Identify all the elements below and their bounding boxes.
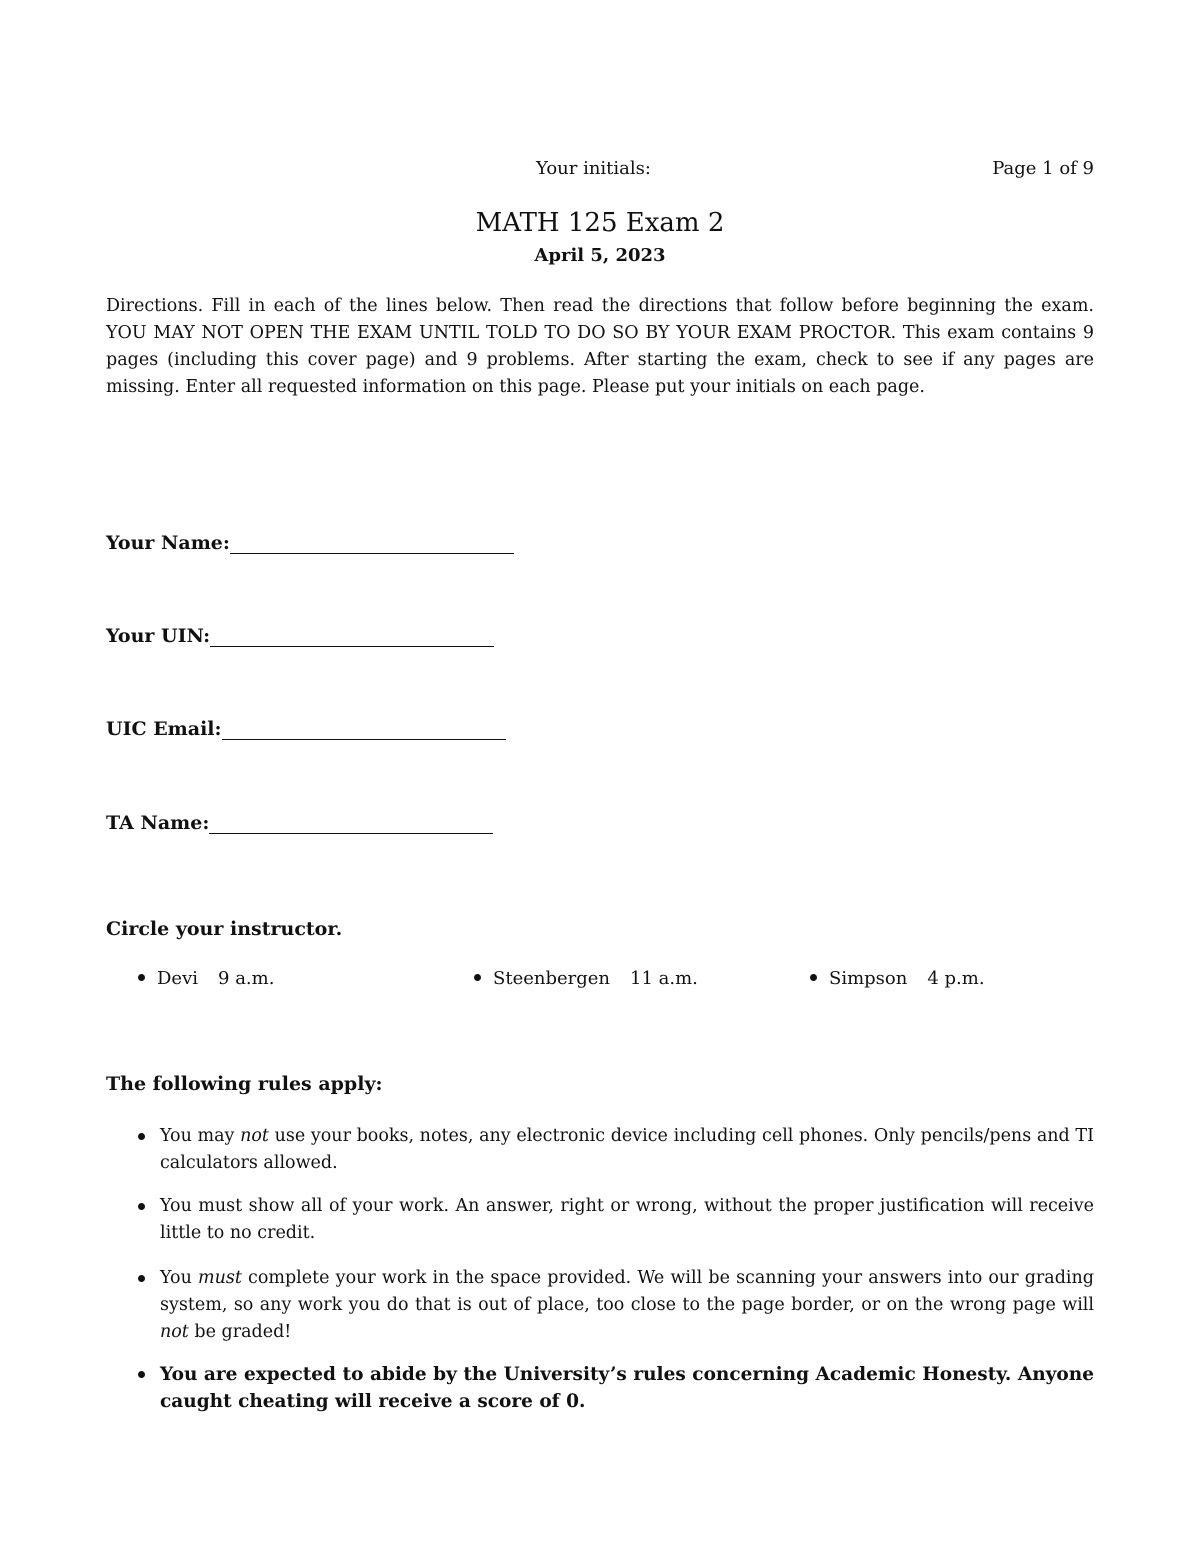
bullet-icon	[810, 974, 817, 981]
rule-text: use your books, notes, any electronic device including cell phones. Only pencils/pens and TI calculators allowed.	[160, 1126, 1094, 1173]
email-blank-line[interactable]	[222, 721, 506, 740]
rule-emphasis: must	[198, 1268, 242, 1288]
rule-text: You	[160, 1268, 198, 1288]
instructor-time: 4 p.m.	[927, 968, 985, 989]
email-label: UIC Email:	[106, 718, 222, 740]
bullet-icon	[138, 1133, 145, 1140]
instructor-time: 9 a.m.	[218, 968, 275, 989]
name-label: Your Name:	[106, 532, 230, 554]
instructor-name: Devi	[157, 968, 199, 989]
exam-title: MATH 125 Exam 2	[475, 208, 725, 238]
instructor-option-devi[interactable]	[138, 968, 274, 989]
uin-field[interactable]	[106, 625, 494, 647]
bullet-icon	[138, 974, 145, 981]
ta-blank-line[interactable]	[209, 815, 493, 834]
rules-heading: The following rules apply:	[106, 1073, 383, 1095]
rule-text: You must show all of your work. An answer, right or wrong, without the proper justification will receive little to no credit.	[160, 1196, 1094, 1243]
instructor-name: Steenbergen	[493, 968, 611, 989]
exam-date: April 5, 2023	[534, 245, 666, 266]
bullet-icon	[138, 1371, 145, 1378]
instructor-option-steenbergen[interactable]	[474, 968, 698, 989]
rule-emphasis: not	[240, 1126, 269, 1146]
email-field[interactable]	[106, 718, 506, 740]
instructor-prompt: Circle your instructor.	[106, 918, 343, 940]
rule-text: be graded!	[188, 1322, 292, 1342]
rule-text: complete your work in the space provided. We will be scanning your answers into our grading system, so any work you do that is out of place, too close to the page border, or on the wrong page will	[160, 1268, 1094, 1315]
name-blank-line[interactable]	[230, 535, 514, 554]
rule-item-academic-honesty	[160, 1361, 1094, 1415]
bullet-icon	[474, 974, 481, 981]
rule-item	[160, 1123, 1094, 1177]
uin-blank-line[interactable]	[210, 628, 494, 647]
initials-label: Your initials:	[536, 158, 651, 179]
rule-item	[160, 1193, 1094, 1247]
instructor-option-simpson[interactable]	[810, 968, 985, 989]
ta-field[interactable]	[106, 812, 493, 834]
uin-label: Your UIN:	[106, 625, 211, 647]
rule-item	[160, 1265, 1094, 1346]
rule-emphasis: not	[160, 1322, 189, 1342]
directions-paragraph: Directions. Fill in each of the lines below. Then read the directions that follow before beginning the exam. YOU MAY NOT OPEN THE EXAM UNTIL TOLD TO DO SO BY YOUR EXAM PROCTOR. This exam contains 9 pages (including this cover page) and 9 problems. After starting the exam, check to see if any pages are missing. Enter all requested information on this page. Please put your initials on each page.	[106, 296, 1094, 397]
ta-label: TA Name:	[106, 812, 210, 834]
instructor-name: Simpson	[829, 968, 908, 989]
rule-text: You may	[160, 1126, 241, 1146]
bullet-icon	[138, 1203, 145, 1210]
page-number: Page 1 of 9	[992, 158, 1094, 179]
name-field[interactable]	[106, 532, 514, 554]
instructor-time: 11 a.m.	[630, 968, 698, 989]
bullet-icon	[138, 1275, 145, 1282]
rule-text: You are expected to abide by the University’s rules concerning Academic Honesty. Anyone caught cheating will receive a score of 0.	[160, 1364, 1094, 1412]
